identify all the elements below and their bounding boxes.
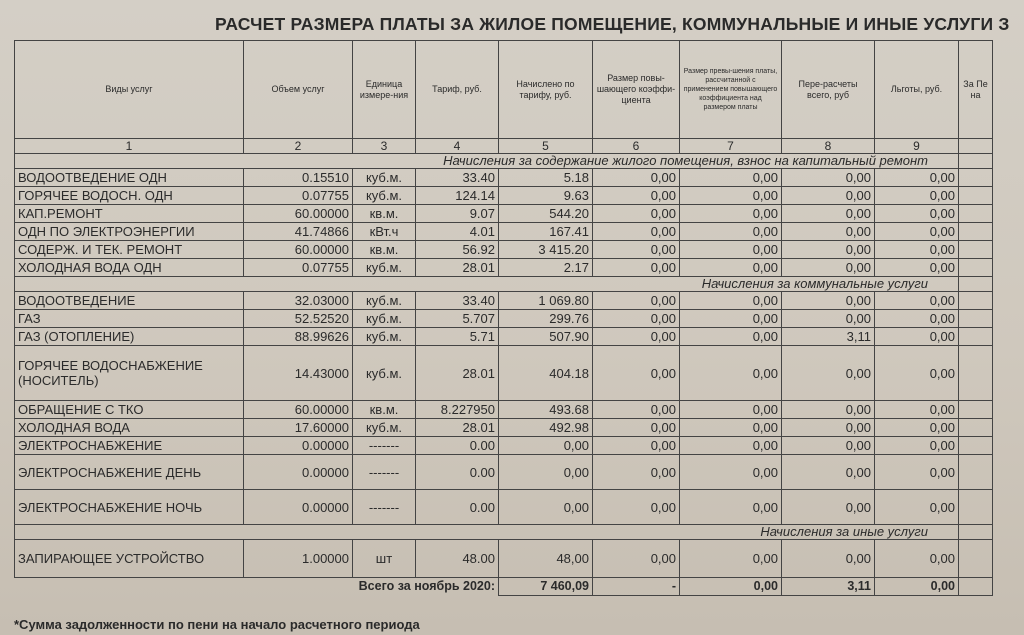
unit-cell: куб.м.: [353, 328, 416, 346]
section-row: [15, 277, 993, 292]
charged-cell: 1 069.80: [499, 292, 593, 310]
table-cell: [959, 241, 993, 259]
excess-cell: 0,00: [680, 328, 782, 346]
benefits-cell: 0,00: [875, 490, 959, 525]
table-cell: [959, 310, 993, 328]
table-row: [15, 241, 993, 259]
tariff-cell: 28.01: [416, 419, 499, 437]
volume-cell: 0.07755: [244, 259, 353, 277]
tariff-cell: 9.07: [416, 205, 499, 223]
charges-table: [14, 40, 993, 596]
total-excess: 0,00: [680, 578, 782, 596]
service-name-cell: ЭЛЕКТРОСНАБЖЕНИЕ ДЕНЬ: [15, 455, 244, 490]
benefits-cell: 0,00: [875, 401, 959, 419]
header-coefficient: Размер повы-шающего коэффи-циента: [593, 41, 680, 139]
tariff-cell: 124.14: [416, 187, 499, 205]
table-row: [15, 401, 993, 419]
recalc-cell: 0,00: [782, 310, 875, 328]
table-row: [15, 540, 993, 578]
recalc-cell: 0,00: [782, 437, 875, 455]
recalc-cell: 0,00: [782, 205, 875, 223]
volume-cell: 52.52520: [244, 310, 353, 328]
unit-cell: куб.м.: [353, 346, 416, 401]
coefficient-cell: 0,00: [593, 241, 680, 259]
table-cell: [959, 277, 993, 292]
table-cell: [959, 328, 993, 346]
excess-cell: 0,00: [680, 187, 782, 205]
tariff-cell: 0.00: [416, 490, 499, 525]
column-number: 8: [782, 139, 875, 154]
section-heading: Начисления за содержание жилого помещения, взнос на капитальный ремонт: [15, 154, 959, 169]
table-row: [15, 437, 993, 455]
column-number: 2: [244, 139, 353, 154]
excess-cell: 0,00: [680, 223, 782, 241]
volume-cell: 14.43000: [244, 346, 353, 401]
benefits-cell: 0,00: [875, 241, 959, 259]
table-row: [15, 455, 993, 490]
coefficient-cell: 0,00: [593, 437, 680, 455]
tariff-cell: 28.01: [416, 259, 499, 277]
section-row: [15, 525, 993, 540]
table-row: [15, 292, 993, 310]
recalc-cell: 0,00: [782, 241, 875, 259]
table-cell: [959, 259, 993, 277]
benefits-cell: 0,00: [875, 540, 959, 578]
tariff-cell: 28.01: [416, 346, 499, 401]
table-cell: [959, 169, 993, 187]
benefits-cell: 0,00: [875, 455, 959, 490]
column-number: [959, 139, 993, 154]
column-number: 6: [593, 139, 680, 154]
coefficient-cell: 0,00: [593, 455, 680, 490]
recalc-cell: 0,00: [782, 419, 875, 437]
table-cell: [959, 540, 993, 578]
tariff-cell: 33.40: [416, 292, 499, 310]
recalc-cell: 0,00: [782, 292, 875, 310]
coefficient-cell: 0,00: [593, 346, 680, 401]
service-name-cell: ВОДООТВЕДЕНИЕ: [15, 292, 244, 310]
tariff-cell: 4.01: [416, 223, 499, 241]
total-row: [15, 578, 993, 596]
unit-cell: куб.м.: [353, 310, 416, 328]
excess-cell: 0,00: [680, 310, 782, 328]
coefficient-cell: 0,00: [593, 328, 680, 346]
table-row: [15, 223, 993, 241]
section-heading: Начисления за иные услуги: [15, 525, 959, 540]
charged-cell: 493.68: [499, 401, 593, 419]
charged-cell: 0,00: [499, 490, 593, 525]
charged-cell: 48,00: [499, 540, 593, 578]
recalc-cell: 0,00: [782, 540, 875, 578]
service-name-cell: ВОДООТВЕДЕНИЕ ОДН: [15, 169, 244, 187]
coefficient-cell: 0,00: [593, 187, 680, 205]
volume-cell: 60.00000: [244, 401, 353, 419]
table-row: [15, 419, 993, 437]
table-cell: [959, 490, 993, 525]
table-row: [15, 187, 993, 205]
excess-cell: 0,00: [680, 419, 782, 437]
benefits-cell: 0,00: [875, 205, 959, 223]
document-title: РАСЧЕТ РАЗМЕРА ПЛАТЫ ЗА ЖИЛОЕ ПОМЕЩЕНИЕ, КОММУНАЛЬНЫЕ И ИНЫЕ УСЛУГИ З: [215, 14, 1010, 34]
charged-cell: 507.90: [499, 328, 593, 346]
benefits-cell: 0,00: [875, 310, 959, 328]
excess-cell: 0,00: [680, 437, 782, 455]
recalc-cell: 0,00: [782, 455, 875, 490]
volume-cell: 60.00000: [244, 205, 353, 223]
service-name-cell: ГОРЯЧЕЕ ВОДОСН. ОДН: [15, 187, 244, 205]
table-cell: [959, 455, 993, 490]
table-row: [15, 328, 993, 346]
service-name-cell: ГОРЯЧЕЕ ВОДОСНАБЖЕНИЕ (НОСИТЕЛЬ): [15, 346, 244, 401]
table-row: [15, 490, 993, 525]
service-name-cell: ХОЛОДНАЯ ВОДА: [15, 419, 244, 437]
volume-cell: 60.00000: [244, 241, 353, 259]
recalc-cell: 0,00: [782, 223, 875, 241]
coefficient-cell: 0,00: [593, 169, 680, 187]
excess-cell: 0,00: [680, 346, 782, 401]
volume-cell: 17.60000: [244, 419, 353, 437]
column-number: 5: [499, 139, 593, 154]
recalc-cell: 0,00: [782, 401, 875, 419]
service-name-cell: ОДН ПО ЭЛЕКТРОЭНЕРГИИ: [15, 223, 244, 241]
header-benefits: Льготы, руб.: [875, 41, 959, 139]
tariff-cell: 8.227950: [416, 401, 499, 419]
charged-cell: 404.18: [499, 346, 593, 401]
tariff-cell: 33.40: [416, 169, 499, 187]
benefits-cell: 0,00: [875, 292, 959, 310]
coefficient-cell: 0,00: [593, 259, 680, 277]
excess-cell: 0,00: [680, 241, 782, 259]
unit-cell: -------: [353, 490, 416, 525]
excess-cell: 0,00: [680, 259, 782, 277]
table-cell: [959, 346, 993, 401]
table-cell: [959, 223, 993, 241]
unit-cell: кв.м.: [353, 205, 416, 223]
coefficient-cell: 0,00: [593, 540, 680, 578]
table-row: [15, 310, 993, 328]
header-excess: Размер превы-шения платы, рассчитанной с применением повышающего коэффициента над размером платы: [680, 41, 782, 139]
charged-cell: 299.76: [499, 310, 593, 328]
coefficient-cell: 0,00: [593, 401, 680, 419]
table-cell: [959, 187, 993, 205]
table-row: [15, 205, 993, 223]
service-name-cell: СОДЕРЖ. И ТЕК. РЕМОНТ: [15, 241, 244, 259]
tariff-cell: 56.92: [416, 241, 499, 259]
charged-cell: 544.20: [499, 205, 593, 223]
unit-cell: -------: [353, 437, 416, 455]
total-recalc: 3,11: [782, 578, 875, 596]
coefficient-cell: 0,00: [593, 223, 680, 241]
table-cell: [959, 578, 993, 596]
volume-cell: 32.03000: [244, 292, 353, 310]
charged-cell: 9.63: [499, 187, 593, 205]
volume-cell: 41.74866: [244, 223, 353, 241]
service-name-cell: ОБРАЩЕНИЕ С ТКО: [15, 401, 244, 419]
service-name-cell: ХОЛОДНАЯ ВОДА ОДН: [15, 259, 244, 277]
excess-cell: 0,00: [680, 169, 782, 187]
service-name-cell: КАП.РЕМОНТ: [15, 205, 244, 223]
excess-cell: 0,00: [680, 401, 782, 419]
benefits-cell: 0,00: [875, 259, 959, 277]
recalc-cell: 0,00: [782, 187, 875, 205]
service-name-cell: ЭЛЕКТРОСНАБЖЕНИЕ НОЧЬ: [15, 490, 244, 525]
table-row: [15, 346, 993, 401]
table-cell: [959, 292, 993, 310]
benefits-cell: 0,00: [875, 419, 959, 437]
unit-cell: куб.м.: [353, 292, 416, 310]
volume-cell: 0.00000: [244, 437, 353, 455]
unit-cell: куб.м.: [353, 169, 416, 187]
service-name-cell: ГАЗ (ОТОПЛЕНИЕ): [15, 328, 244, 346]
recalc-cell: 0,00: [782, 259, 875, 277]
excess-cell: 0,00: [680, 490, 782, 525]
header-tariff: Тариф, руб.: [416, 41, 499, 139]
unit-cell: кВт.ч: [353, 223, 416, 241]
unit-cell: шт: [353, 540, 416, 578]
charged-cell: 3 415.20: [499, 241, 593, 259]
table-cell: [959, 419, 993, 437]
charged-cell: 0,00: [499, 437, 593, 455]
column-number-row: [15, 139, 993, 154]
service-name-cell: ЗАПИРАЮЩЕЕ УСТРОЙСТВО: [15, 540, 244, 578]
recalc-cell: 0,00: [782, 169, 875, 187]
total-benefits: 0,00: [875, 578, 959, 596]
column-number: 3: [353, 139, 416, 154]
unit-cell: кв.м.: [353, 241, 416, 259]
tariff-cell: 5.707: [416, 310, 499, 328]
benefits-cell: 0,00: [875, 223, 959, 241]
charged-cell: 2.17: [499, 259, 593, 277]
table-cell: [959, 401, 993, 419]
recalc-cell: 0,00: [782, 346, 875, 401]
unit-cell: кв.м.: [353, 401, 416, 419]
benefits-cell: 0,00: [875, 187, 959, 205]
tariff-cell: 0.00: [416, 455, 499, 490]
benefits-cell: 0,00: [875, 169, 959, 187]
unit-cell: -------: [353, 455, 416, 490]
total-charged: 7 460,09: [499, 578, 593, 596]
header-volume: Объем услуг: [244, 41, 353, 139]
header-charged: Начислено по тарифу, руб.: [499, 41, 593, 139]
volume-cell: 0.15510: [244, 169, 353, 187]
benefits-cell: 0,00: [875, 346, 959, 401]
table-cell: [959, 525, 993, 540]
volume-cell: 0.00000: [244, 455, 353, 490]
tariff-cell: 0.00: [416, 437, 499, 455]
total-coefficient: -: [593, 578, 680, 596]
recalc-cell: 0,00: [782, 490, 875, 525]
header-recalc: Пере-расчеты всего, руб: [782, 41, 875, 139]
charged-cell: 492.98: [499, 419, 593, 437]
column-number: 1: [15, 139, 244, 154]
coefficient-cell: 0,00: [593, 310, 680, 328]
tariff-cell: 5.71: [416, 328, 499, 346]
table-cell: [959, 205, 993, 223]
unit-cell: куб.м.: [353, 187, 416, 205]
excess-cell: 0,00: [680, 205, 782, 223]
volume-cell: 0.07755: [244, 187, 353, 205]
charged-cell: 0,00: [499, 455, 593, 490]
volume-cell: 1.00000: [244, 540, 353, 578]
excess-cell: 0,00: [680, 455, 782, 490]
table-row: [15, 169, 993, 187]
tariff-cell: 48.00: [416, 540, 499, 578]
volume-cell: 88.99626: [244, 328, 353, 346]
service-name-cell: ГАЗ: [15, 310, 244, 328]
column-number: 4: [416, 139, 499, 154]
table-row: [15, 259, 993, 277]
footnote: *Сумма задолженности по пени на начало расчетного периода: [14, 617, 420, 632]
section-row: [15, 154, 993, 169]
coefficient-cell: 0,00: [593, 490, 680, 525]
unit-cell: куб.м.: [353, 419, 416, 437]
service-name-cell: ЭЛЕКТРОСНАБЖЕНИЕ: [15, 437, 244, 455]
coefficient-cell: 0,00: [593, 419, 680, 437]
header-service-type: Виды услуг: [15, 41, 244, 139]
charged-cell: 5.18: [499, 169, 593, 187]
total-label: Всего за ноябрь 2020:: [358, 579, 495, 594]
table-cell: [959, 154, 993, 169]
column-number: 9: [875, 139, 959, 154]
unit-cell: куб.м.: [353, 259, 416, 277]
recalc-cell: 3,11: [782, 328, 875, 346]
section-heading: Начисления за коммунальные услуги: [15, 277, 959, 292]
table-cell: [959, 437, 993, 455]
volume-cell: 0.00000: [244, 490, 353, 525]
column-number: 7: [680, 139, 782, 154]
benefits-cell: 0,00: [875, 328, 959, 346]
coefficient-cell: 0,00: [593, 292, 680, 310]
benefits-cell: 0,00: [875, 437, 959, 455]
excess-cell: 0,00: [680, 540, 782, 578]
excess-cell: 0,00: [680, 292, 782, 310]
header-unit: Единица измере-ния: [353, 41, 416, 139]
charged-cell: 167.41: [499, 223, 593, 241]
header-cutoff: За Пе на: [959, 41, 993, 139]
coefficient-cell: 0,00: [593, 205, 680, 223]
